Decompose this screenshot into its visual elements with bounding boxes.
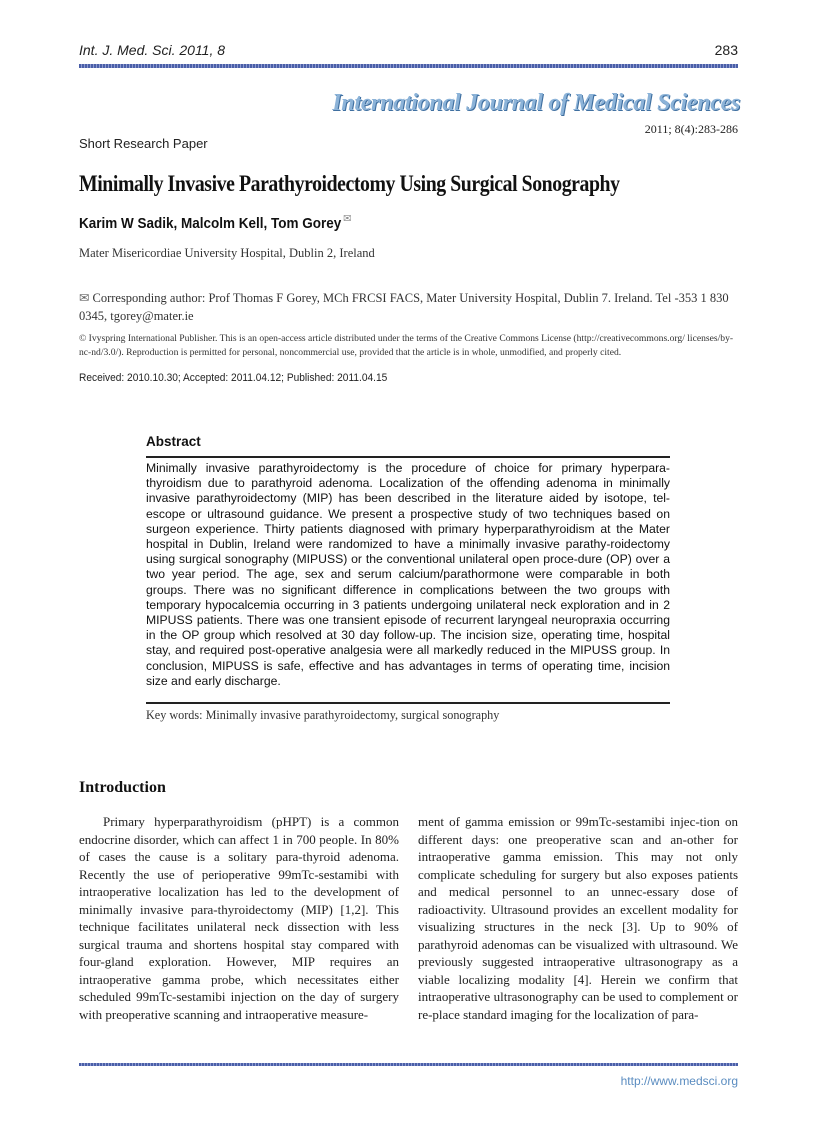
authors (79, 212, 351, 232)
corresponding-author (79, 289, 741, 325)
intro-paragraph-left: Primary hyperparathyroidism (pHPT) is a common endocrine disorder, which can affect 1 in 700 people. In 80% of cases the cause is a solitary para-thyroid adenoma. Recently the use of perioperative 99mTc-sestamibi with intraoperative localization has led to the development of minimally invasive para-thyroidectomy (MIP) [1,2]. This technique facilitates unilateral neck dissection with less surgical trauma and shortens hospital stay compared with four-gland exploration. However, MIP requires an intraoperative gamma probe, which necessitates either scheduled 99mTc-sestamibi injection on the day of surgery with preoperative scanning and intraoperative measure- (79, 814, 399, 1022)
corresponding-text: Corresponding author: Prof Thomas F Gorey, MCh FRCSI FACS, Mater University Hospital, Dublin 7. Ireland. Tel -353 1 830 0345, tgorey@mater.ie (79, 291, 729, 323)
abstract-heading: Abstract (146, 434, 201, 449)
article-dates: Received: 2010.10.30; Accepted: 2011.04.12; Published: 2011.04.15 (79, 372, 388, 384)
keywords: Key words: Minimally invasive parathyroidectomy, surgical sonography (146, 708, 500, 722)
article-type: Short Research Paper (79, 136, 208, 151)
author-list: Karim W Sadik, Malcolm Kell, Tom Gorey (79, 215, 342, 232)
header-rule (79, 64, 738, 68)
section-heading-introduction: Introduction (79, 779, 166, 796)
footer-link[interactable]: http://www.medsci.org (620, 1074, 738, 1088)
abstract-text: Minimally invasive parathyroidectomy is the procedure of choice for primary hyperpara-thyroidism due to parathyroid adenoma. Localization of the offending adenoma in minimally invasive parathyroidectomy (MIP) has been described in the literature aided by isotope, tel-escope or ultrasound guidance. We present a prospective study of two techniques based on surgeon experience. Thirty patients diagnosed with primary hyperparathyroidism at the Mater hospital in Dublin, Ireland were randomized to have a minimally invasive parathy-roidectomy using surgical sonography (MIPUSS) or the conventional unilateral open proce-dure (OP) over a two year period. The age, sex and serum calcium/parathormone were comparable in both groups. There was no significant difference in complications between the two groups with temporary hypocalcemia occurring in 3 patients undergoing unilateral neck exploration and in 2 MIPUSS patients. There was one transient episode of recurrent laryngeal neuropraxia occurring in the OP group which resolved at 30 day follow-up. The incision size, operating time, hospital stay, and required post-operative analgesia were all markedly reduced in the MIPUSS group. In conclusion, MIPUSS is safe, effective and has advantages in terms of operating time, incision size and early discharge. (146, 461, 670, 688)
body-column-right (418, 813, 738, 1023)
journal-logo: International Journal of Medical Sciences (332, 90, 740, 116)
footer-rule (79, 1063, 738, 1066)
page-number: 283 (714, 42, 738, 58)
body-column-left (79, 813, 399, 1023)
abstract-top-rule (146, 456, 670, 458)
abstract-bottom-rule (146, 702, 670, 704)
intro-paragraph-right: ment of gamma emission or 99mTc-sestamibi injec-tion on different days: one preoperative scan and an-other for intraoperative gamma emission. This may not only complicate scheduling for surgery but also exposes patients and medical personnel to an unnec-essary dose of radioactivity. Ultrasound provides an excellent modality for visualizing structures in the neck [3]. Up to 90% of parathyroid adenomas can be visualized with ultrasound. We previously suggested intraoperative ultrasonograpy as a viable localizing modality [4]. Herein we confirm that intraoperative ultrasonography can be used to complement or re-place standard imaging for the localization of para- (418, 814, 738, 1022)
affiliation: Mater Misericordiae University Hospital, Dublin 2, Ireland (79, 246, 375, 260)
envelope-icon: ✉ (343, 213, 352, 225)
article-title: Minimally Invasive Parathyroidectomy Using Surgical Sonography (79, 171, 620, 196)
citation: 2011; 8(4):283-286 (644, 122, 738, 136)
copyright-notice: © Ivyspring International Publisher. This is an open-access article distributed under the terms of the Creative Commons License (http://creativecommons.org/ licenses/by-nc-nd/3.0/). Reproduction is permitted for personal, noncommercial use, provided that the article is in whole, unmodified, and properly cited. (79, 333, 734, 358)
envelope-icon: ✉ (79, 291, 90, 305)
running-header-journal: Int. J. Med. Sci. 2011, 8 (79, 42, 226, 58)
